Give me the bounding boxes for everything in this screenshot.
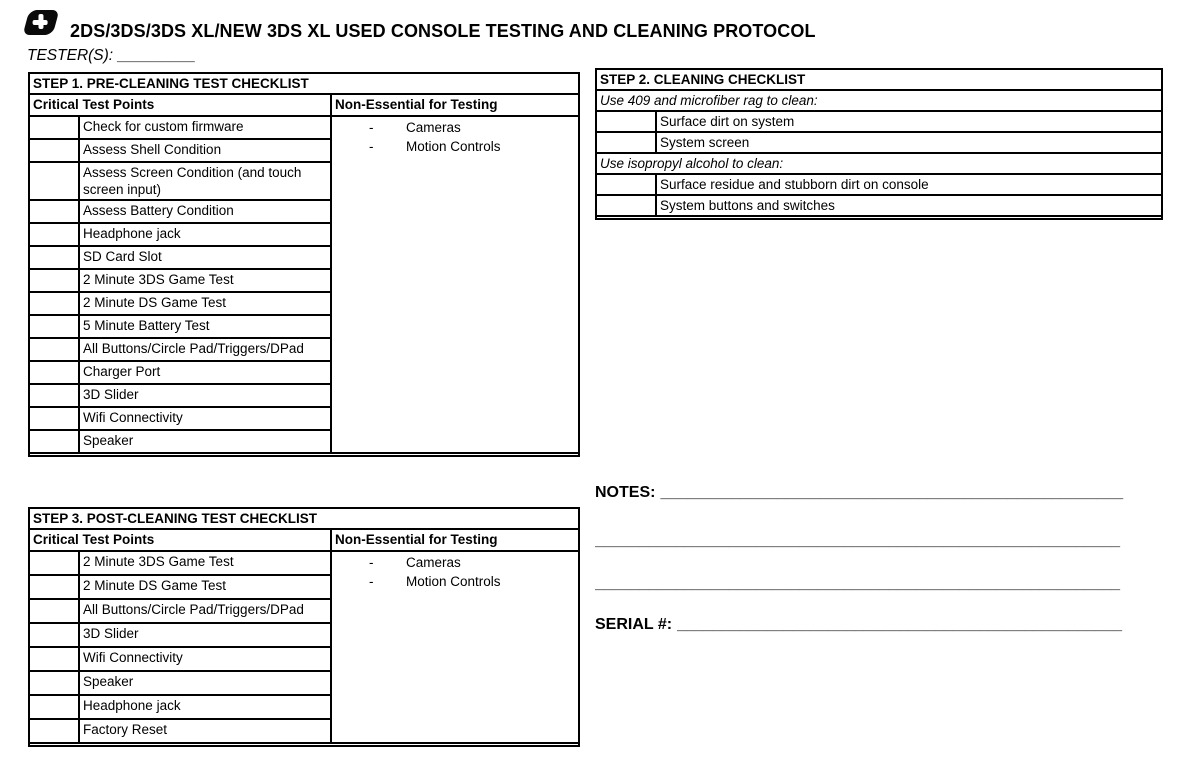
test-point-label: All Buttons/Circle Pad/Triggers/DPad <box>79 338 331 361</box>
test-point-label: Assess Screen Condition (and touch screen input) <box>79 162 331 200</box>
non-essential-item <box>335 137 575 156</box>
checkbox-cell[interactable] <box>29 384 79 407</box>
non-essential-label: Motion Controls <box>406 139 501 154</box>
serial-label: SERIAL #: <box>595 616 673 633</box>
test-point-label: Factory Reset <box>79 719 331 743</box>
serial-blank-line[interactable]: __________________________________________________ <box>677 616 1122 633</box>
test-point-label: Assess Battery Condition <box>79 200 331 223</box>
test-point-label: Headphone jack <box>79 223 331 246</box>
table-bottom-spacer-cell <box>29 453 579 456</box>
brand-plus-icon <box>23 10 60 35</box>
table-bottom-spacer-cell <box>596 216 1162 219</box>
step1-col-critical-test-points: Critical Test Points <box>29 94 331 116</box>
tester-field[interactable] <box>27 47 196 65</box>
test-point-label: 3D Slider <box>79 623 331 647</box>
non-essential-item <box>335 553 575 572</box>
step1-pre-cleaning-table <box>28 72 580 457</box>
checkbox-cell[interactable] <box>29 599 79 623</box>
cleaning-point-label: Surface residue and stubborn dirt on console <box>656 174 1162 195</box>
step3-col-critical-test-points: Critical Test Points <box>29 529 331 551</box>
non-essential-item <box>335 572 575 591</box>
non-essential-list <box>331 551 579 743</box>
non-essential-label: Cameras <box>406 555 461 570</box>
non-essential-list <box>331 116 579 453</box>
non-essential-label: Cameras <box>406 120 461 135</box>
checkbox-cell[interactable] <box>29 139 79 162</box>
notes-blank-line-3[interactable]: ___________________________________________________________ <box>595 575 1121 592</box>
step2-cleaning-table <box>595 68 1163 220</box>
checkbox-cell[interactable] <box>29 407 79 430</box>
cleaning-point-label: System screen <box>656 132 1162 153</box>
test-point-label: 5 Minute Battery Test <box>79 315 331 338</box>
step3-post-cleaning-table <box>28 507 580 747</box>
table-row <box>596 195 1162 216</box>
checkbox-cell[interactable] <box>29 361 79 384</box>
checkbox-cell[interactable] <box>29 269 79 292</box>
step3-col-non-essential: Non-Essential for Testing <box>331 529 579 551</box>
checkbox-cell[interactable] <box>29 647 79 671</box>
table-row <box>596 174 1162 195</box>
step2-body <box>596 90 1162 219</box>
checkbox-cell[interactable] <box>596 195 656 216</box>
checkbox-cell[interactable] <box>29 162 79 200</box>
test-point-label: Speaker <box>79 671 331 695</box>
tester-label: TESTER(S): <box>27 47 114 64</box>
checkbox-cell[interactable] <box>29 315 79 338</box>
step2-title: STEP 2. CLEANING CHECKLIST <box>596 69 1162 90</box>
test-point-label: Speaker <box>79 430 331 453</box>
test-point-label: Wifi Connectivity <box>79 407 331 430</box>
step3-body <box>29 551 579 746</box>
cleaning-instruction-row <box>596 90 1162 111</box>
checkbox-cell[interactable] <box>596 174 656 195</box>
notes-blank-line-1[interactable]: ____________________________________________________ <box>660 484 1124 501</box>
step1-body <box>29 116 579 456</box>
table-row <box>596 111 1162 132</box>
test-point-label: Headphone jack <box>79 695 331 719</box>
table-row <box>29 116 579 139</box>
dash-bullet: - <box>369 120 374 135</box>
table-bottom-spacer-cell <box>29 743 579 746</box>
step1-title: STEP 1. PRE-CLEANING TEST CHECKLIST <box>29 73 579 94</box>
test-point-label: Assess Shell Condition <box>79 139 331 162</box>
cleaning-instruction-row <box>596 153 1162 174</box>
checkbox-cell[interactable] <box>29 623 79 647</box>
table-row <box>596 132 1162 153</box>
checkbox-cell[interactable] <box>596 111 656 132</box>
non-essential-item <box>335 118 575 137</box>
checkbox-cell[interactable] <box>596 132 656 153</box>
table-bottom-spacer <box>29 453 579 456</box>
checkbox-cell[interactable] <box>29 116 79 139</box>
table-bottom-spacer <box>29 743 579 746</box>
test-point-label: Charger Port <box>79 361 331 384</box>
dash-bullet: - <box>369 574 374 589</box>
notes-field[interactable] <box>595 483 1135 503</box>
notes-label: NOTES: <box>595 484 656 501</box>
checkbox-cell[interactable] <box>29 200 79 223</box>
checkbox-cell[interactable] <box>29 719 79 743</box>
cleaning-instruction: Use isopropyl alcohol to clean: <box>596 153 1162 174</box>
test-point-label: 2 Minute 3DS Game Test <box>79 551 331 575</box>
checkbox-cell[interactable] <box>29 292 79 315</box>
test-point-label: 2 Minute DS Game Test <box>79 575 331 599</box>
plus-icon-bar <box>39 14 44 29</box>
checkbox-cell[interactable] <box>29 671 79 695</box>
test-point-label: 2 Minute 3DS Game Test <box>79 269 331 292</box>
test-point-label: All Buttons/Circle Pad/Triggers/DPad <box>79 599 331 623</box>
table-row <box>29 551 579 575</box>
checkbox-cell[interactable] <box>29 551 79 575</box>
checkbox-cell[interactable] <box>29 430 79 453</box>
step3-title: STEP 3. POST-CLEANING TEST CHECKLIST <box>29 508 579 529</box>
test-point-label: 2 Minute DS Game Test <box>79 292 331 315</box>
page-title: 2DS/3DS/3DS XL/NEW 3DS XL USED CONSOLE TESTING AND CLEANING PROTOCOL <box>70 21 816 41</box>
checkbox-cell[interactable] <box>29 575 79 599</box>
checkbox-cell[interactable] <box>29 246 79 269</box>
test-point-label: Wifi Connectivity <box>79 647 331 671</box>
notes-blank-line-2[interactable]: ___________________________________________________________ <box>595 532 1121 549</box>
test-point-label: SD Card Slot <box>79 246 331 269</box>
dash-bullet: - <box>369 139 374 154</box>
step1-col-non-essential: Non-Essential for Testing <box>331 94 579 116</box>
checkbox-cell[interactable] <box>29 223 79 246</box>
tester-blank-line[interactable]: _________ <box>118 47 196 64</box>
non-essential-label: Motion Controls <box>406 574 501 589</box>
cleaning-point-label: System buttons and switches <box>656 195 1162 216</box>
cleaning-point-label: Surface dirt on system <box>656 111 1162 132</box>
test-point-label: Check for custom firmware <box>79 116 331 139</box>
dash-bullet: - <box>369 555 374 570</box>
table-bottom-spacer <box>596 216 1162 219</box>
test-point-label: 3D Slider <box>79 384 331 407</box>
checkbox-cell[interactable] <box>29 338 79 361</box>
checkbox-cell[interactable] <box>29 695 79 719</box>
cleaning-instruction: Use 409 and microfiber rag to clean: <box>596 90 1162 111</box>
notes-section <box>595 483 1135 635</box>
serial-field[interactable] <box>595 615 1135 635</box>
